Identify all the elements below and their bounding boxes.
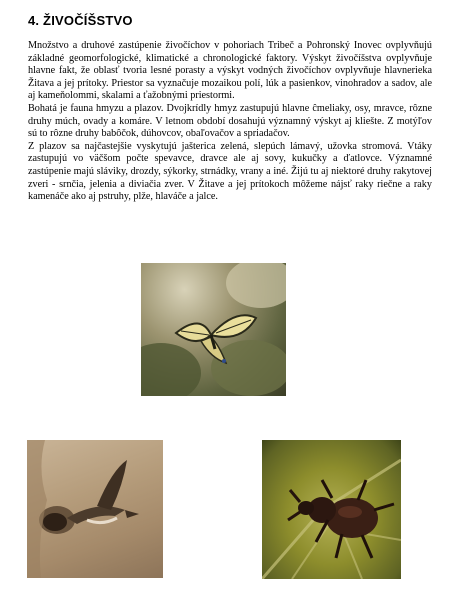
body-text — [28, 40, 432, 204]
butterfly-illustration — [141, 263, 286, 396]
section-heading: 4. ŽIVOČÍŠSTVO — [28, 13, 133, 28]
paragraph-insects: Bohatá je fauna hmyzu a plazov. Dvojkrídly hmyz zastupujú hlavne ĉmeliaky, osy, mravce, rôzne druhy múch, ovady a komáre. V letnom období dosahujú významný výskyt aj kliešte. Z motýľov sú to rôzne druhy babôčok, dúhovcov, obaľovačov a spriadačov. — [28, 102, 432, 140]
bird-photo — [27, 440, 163, 578]
butterfly-photo — [141, 263, 286, 396]
paragraph-general: Množstvo a druhové zastúpenie živočíchov v pohoriach Tribeč a Pohronský Inovec ovplyvňujú základné geomorfologické, klimatické a chronologické faktory. Výskyt živočíšstva ovplyvňuje hlavne fakt, že oblasť tvoria lesné porasty a výskyt vodných živočíchov ovplyvňuje hlavnerieka Žitava a jej prítoky. Priestor sa vyznačuje mozaikou polí, lúk a pasienkov, vinohradov a sadov, ale aj kameňolommi, skalami a ťažobnými priestormi. — [28, 40, 432, 102]
beetle-illustration — [262, 440, 401, 579]
bird-illustration — [27, 440, 163, 578]
beetle-photo — [262, 440, 401, 579]
paragraph-reptiles-birds: Z plazov sa najčastejšie vyskytujú jašterica zelená, slepúch lámavý, užovka stromová. Vtáky zastupujú vo väčšom počte spevavce, dravce ale aj sovy, kukučky a ďatlovce. Významné zastúpenie majú sláviky, drozdy, sýkorky, strnádky, vrany a iné. Žijú tu aj niektoré druhy rakytovej zveri - srnčia, jelenia a diviačia zver. V Žitave a jej prítokoch môžeme nájsť raky riečne a raky kamenáče ako aj pstruhy, plže, hlaváče a jalce. — [28, 140, 432, 203]
